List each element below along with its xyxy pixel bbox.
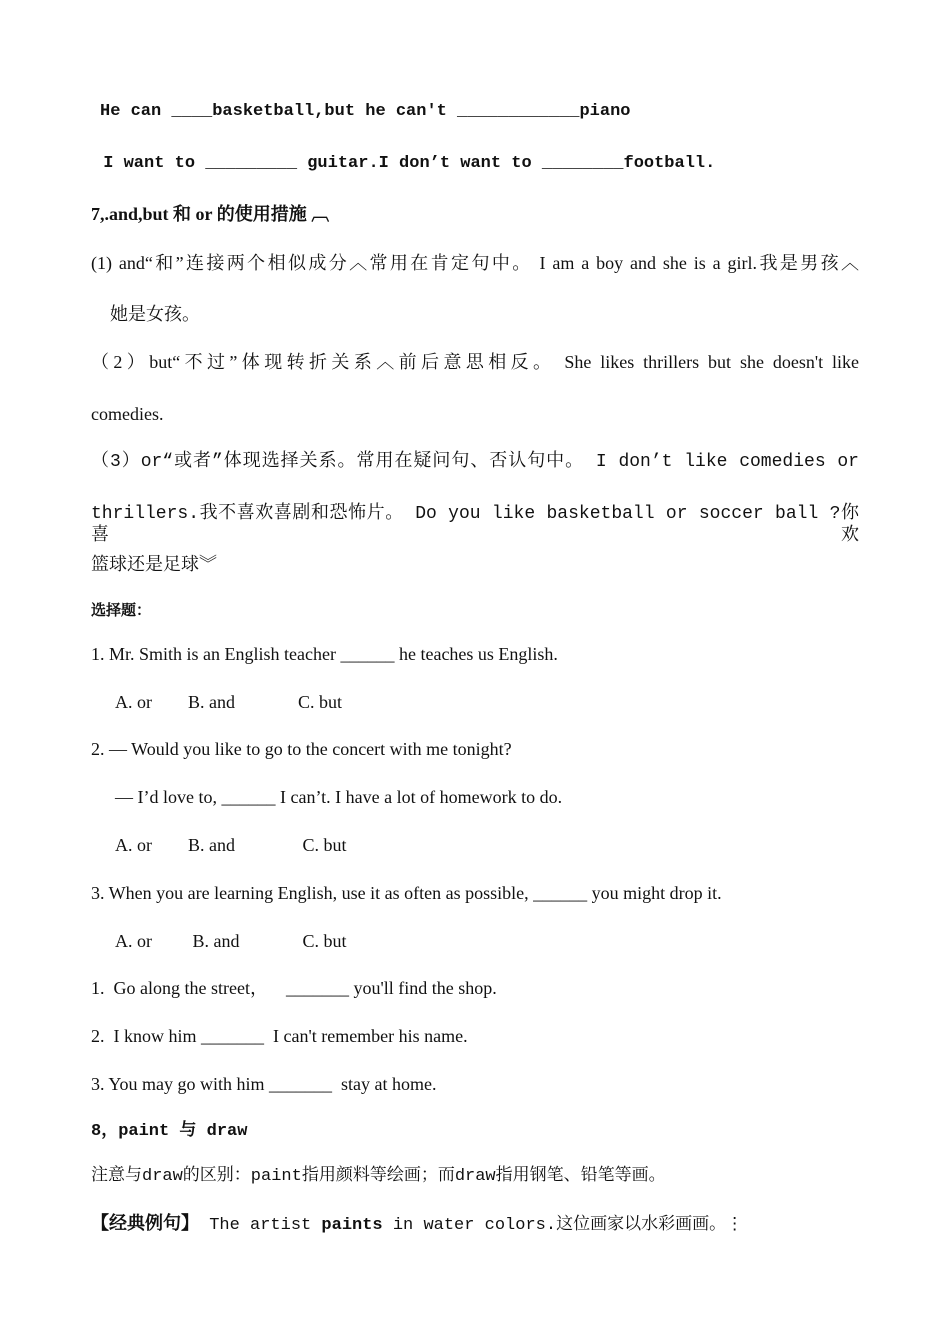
example-keyword: paints xyxy=(321,1216,383,1235)
exercise-3: 3. You may go with him _______ stay at home. xyxy=(91,1074,437,1094)
question-3-options: A. or B. and C. but xyxy=(115,931,347,951)
choice-questions-heading: 选择题： xyxy=(91,603,152,619)
and-explanation-cont: 她是女孩。 xyxy=(110,304,200,324)
question-3: 3. When you are learning English, use it as often as possible, ______ you might drop it. xyxy=(91,883,722,903)
example-sentence-end: in water colors.这位画家以水彩画画。⋮ xyxy=(382,1216,744,1235)
section-7-heading: 7,.and,but 和 or 的使用措施 ︹ xyxy=(91,204,330,224)
or-explanation: （3）or“或者”体现选择关系。常用在疑问句、否认句中。 I don’t like comedies or xyxy=(91,452,859,472)
and-explanation: (1) and“和”连接两个相似成分︿常用在肯定句中。 I am a boy and she is a girl.我是男孩︿ xyxy=(91,253,859,273)
but-explanation-cont: comedies. xyxy=(91,404,164,424)
paint-draw-note: 注意与draw的区别：paint指用颜料等绘画；而draw指用钢笔、铅笔等画。 xyxy=(91,1167,666,1186)
section-8-heading-text: 8，paint 与 draw xyxy=(91,1122,248,1141)
question-2: 2. — Would you like to go to the concert with me tonight? xyxy=(91,739,512,759)
fill-blank-line-2: I want to _________ guitar.I don’t want to ________football. xyxy=(93,154,716,173)
question-1-options: A. or B. and C. but xyxy=(115,692,342,712)
but-explanation: （2）but“不过”体现转折关系︿前后意思相反。 She likes thrillers but she doesn't like xyxy=(91,352,859,372)
classic-example xyxy=(91,1212,743,1237)
question-1: 1. Mr. Smith is an English teacher ______ he teaches us English. xyxy=(91,644,558,664)
exercise-2: 2. I know him _______ I can't remember his name. xyxy=(91,1026,468,1046)
question-2-reply: — I’d love to, ______ I can’t. I have a lot of homework to do. xyxy=(115,787,563,807)
or-explanation-cont: thrillers.我不喜欢喜剧和恐怖片。 Do you like basketball or soccer ball ?你喜欢 xyxy=(91,504,859,546)
example-sentence-start: The artist xyxy=(199,1216,322,1235)
exercise-1: 1. Go along the street， _______ you'll find the shop. xyxy=(91,978,497,998)
question-2-options: A. or B. and C. but xyxy=(115,835,347,855)
or-explanation-end: 篮球还是足球︾ xyxy=(91,554,217,574)
section-8-heading xyxy=(91,1121,247,1143)
fill-blank-line-1: He can ____basketball,but he can't ____________piano xyxy=(100,102,631,121)
classic-example-label: 【经典例句】 xyxy=(91,1213,199,1233)
